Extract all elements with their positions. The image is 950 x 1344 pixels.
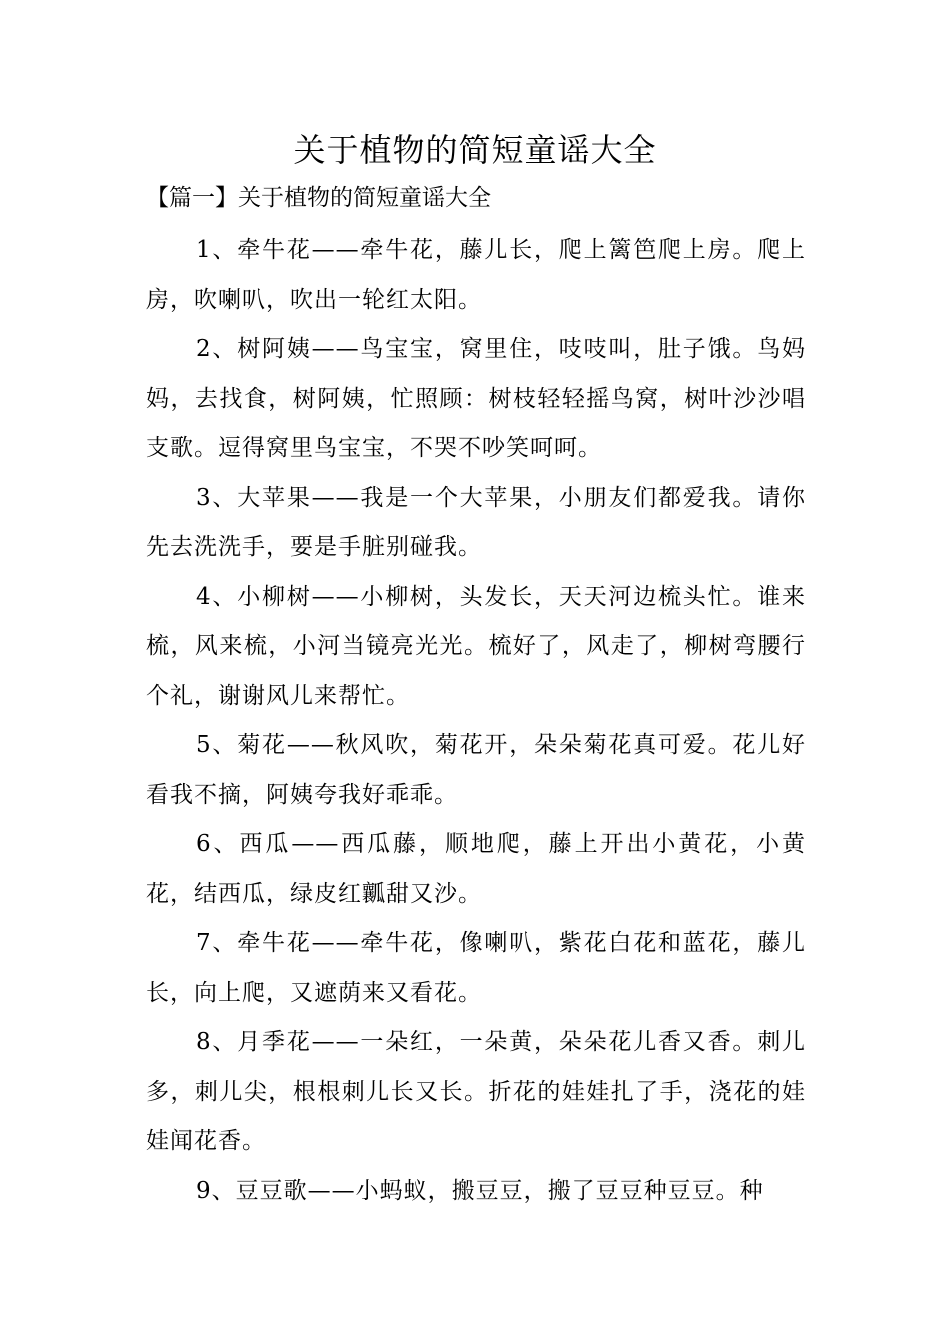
- rhyme-paragraph-1: 1、牵牛花——牵牛花，藤儿长，爬上篱笆爬上房。爬上房，吹喇叭，吹出一轮红太阳。: [146, 237, 806, 313]
- section-heading: 【篇一】关于植物的简短童谣大全: [146, 185, 491, 211]
- rhyme-paragraph-3: 3、大苹果——我是一个大苹果，小朋友们都爱我。请你先去洗洗手，要是手脏别碰我。: [146, 484, 806, 560]
- rhyme-paragraph-4: 4、小柳树——小柳树，头发长，天天河边梳头忙。谁来梳，风来梳，小河当镜亮光光。梳好了，风走了，柳树弯腰行个礼，谢谢风儿来帮忙。: [146, 583, 806, 709]
- rhyme-paragraph-7: 7、牵牛花——牵牛花，像喇叭，紫花白花和蓝花，藤儿长，向上爬，又遮荫来又看花。: [146, 930, 806, 1006]
- rhyme-paragraph-9: 9、豆豆歌——小蚂蚁，搬豆豆，搬了豆豆种豆豆。种: [196, 1177, 764, 1204]
- rhyme-paragraph-5: 5、菊花——秋风吹，菊花开，朵朵菊花真可爱。花儿好看我不摘，阿姨夸我好乖乖。: [146, 732, 806, 808]
- rhyme-paragraph-6: 6、西瓜——西瓜藤，顺地爬，藤上开出小黄花，小黄花，结西瓜，绿皮红瓤甜又沙。: [146, 831, 806, 907]
- document-body: [146, 226, 806, 1216]
- rhyme-paragraph-2: 2、树阿姨——鸟宝宝，窝里住，吱吱叫，肚子饿。鸟妈妈，去找食，树阿姨，忙照顾：树枝轻轻摇鸟窝，树叶沙沙唱支歌。逗得窝里鸟宝宝，不哭不吵笑呵呵。: [146, 336, 806, 461]
- document-title: 关于植物的简短童谣大全: [293, 131, 657, 169]
- rhyme-paragraph-8: 8、月季花——一朵红，一朵黄，朵朵花儿香又香。刺儿多，刺儿尖，根根刺儿长又长。折花的娃娃扎了手，浇花的娃娃闻花香。: [146, 1029, 806, 1154]
